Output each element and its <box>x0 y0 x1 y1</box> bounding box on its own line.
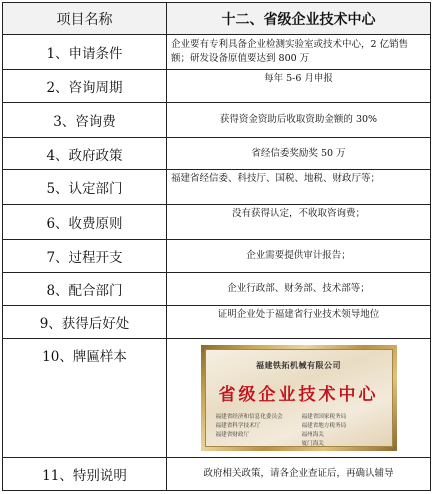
row-value: 没有获得认定，不收取咨询费； <box>167 205 431 240</box>
table-row <box>3 306 431 339</box>
row-value: 企业要有专利具备企业检测实验室或技术中心，2 亿销售额；研发设备原值要达到 800 万 <box>167 35 431 70</box>
table-row <box>3 273 431 306</box>
row-value: 省经信委奖励奖 50 万 <box>167 138 431 170</box>
plaque-issuers <box>216 412 382 447</box>
plaque-issuer: 福建省经济和信息化委员会 <box>215 414 283 420</box>
plaque-cell <box>167 339 431 458</box>
table-header-row <box>3 3 431 35</box>
row-label: 9、获得后好处 <box>3 306 167 339</box>
plaque-issuer: 福建省地方税务局 <box>301 423 347 429</box>
row-label: 3、咨询费 <box>3 103 167 138</box>
row-value: 企业需要提供审计报告； <box>167 240 431 273</box>
row-label: 11、特别说明 <box>3 458 167 491</box>
row-label: 1、申请条件 <box>3 35 167 70</box>
table-row <box>3 103 431 138</box>
row-label: 6、收费原则 <box>3 205 167 240</box>
table-row <box>3 170 431 205</box>
plaque-issuer: 厦门海关 <box>301 441 324 447</box>
row-label: 4、政府政策 <box>3 138 167 170</box>
row-value: 获得资金资助后收取资助金额的 30% <box>167 103 431 138</box>
row-label: 10、牌匾样本 <box>3 339 167 458</box>
plaque-sample-image <box>201 345 397 451</box>
plaque-issuer: 福州海关 <box>301 432 324 438</box>
plaque-issuer <box>216 439 296 447</box>
header-title-cell: 十二、省级企业技术中心 <box>167 3 431 35</box>
info-table <box>2 2 431 491</box>
row-value: 政府相关政策，请各企业查证后，再确认辅导 <box>167 458 431 491</box>
row-value: 证明企业处于福建省行业技术领导地位 <box>167 306 431 339</box>
row-label: 7、过程开支 <box>3 240 167 273</box>
plaque-wrapper <box>167 339 430 457</box>
plaque-issuer: 福建省国家税务局 <box>301 414 347 420</box>
row-value: 福建省经信委、科技厅、国税、地税、财政厅等； <box>167 170 431 205</box>
row-value: 企业行政部、财务部、技术部等； <box>167 273 431 306</box>
row-label: 5、认定部门 <box>3 170 167 205</box>
table-row <box>3 70 431 103</box>
table-row <box>3 339 431 458</box>
plaque-face <box>205 349 393 447</box>
table-row <box>3 458 431 491</box>
plaque-company: 福建铁拓机械有限公司 <box>256 361 341 370</box>
header-label-cell: 项目名称 <box>3 3 167 35</box>
plaque-issuer: 福建省科学技术厅 <box>215 423 261 429</box>
row-value: 每年 5-6 月申报 <box>167 70 431 103</box>
table-row <box>3 35 431 70</box>
table-row <box>3 138 431 170</box>
table-row <box>3 205 431 240</box>
plaque-issuer: 福建省财政厅 <box>215 432 250 438</box>
plaque-title: 省级企业技术中心 <box>218 385 379 405</box>
table-row <box>3 240 431 273</box>
row-label: 2、咨询周期 <box>3 70 167 103</box>
row-label: 8、配合部门 <box>3 273 167 306</box>
